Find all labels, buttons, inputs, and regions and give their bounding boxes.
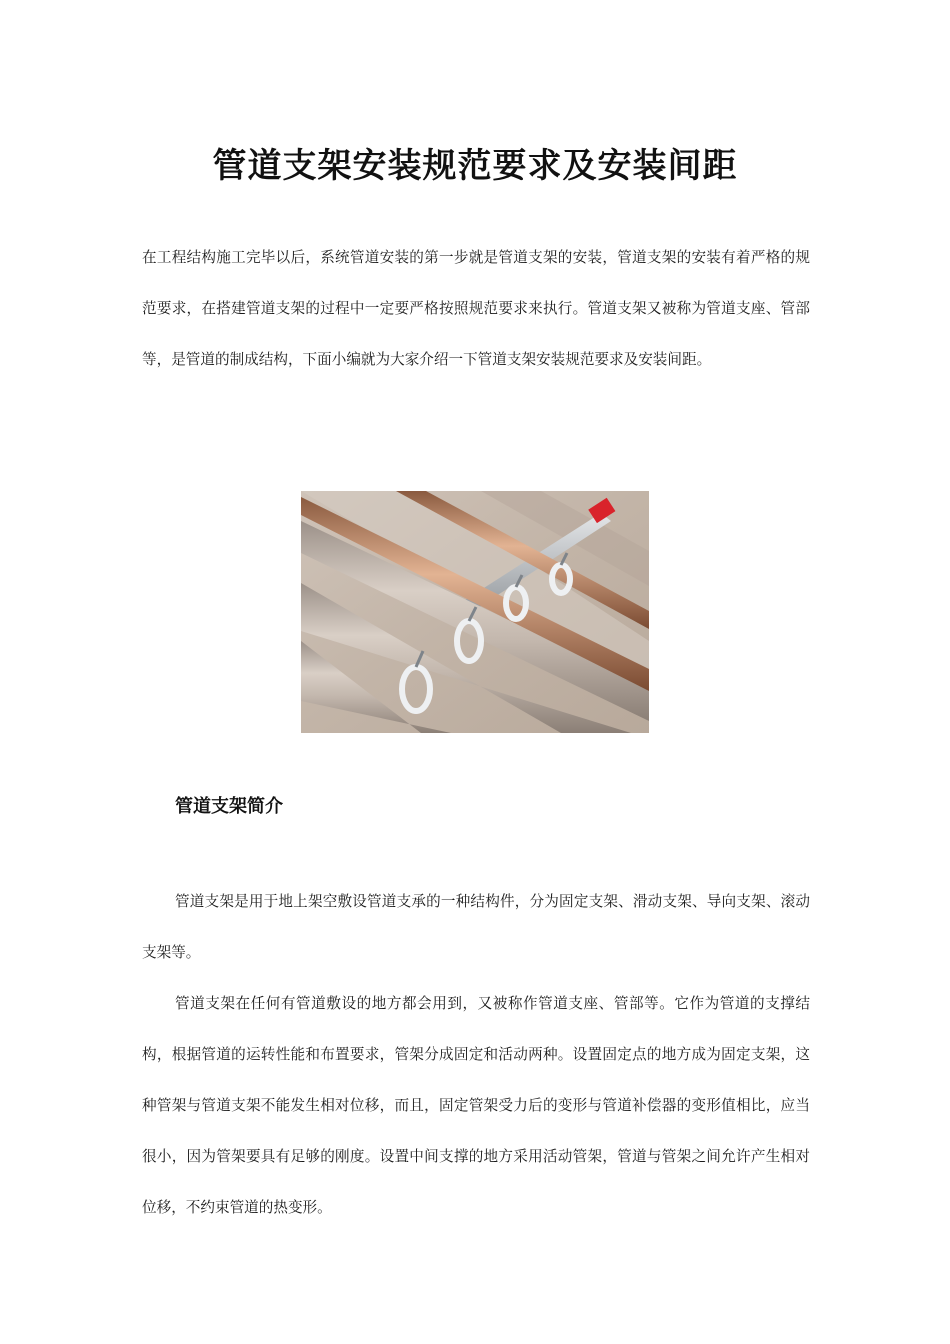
intro-paragraph: 在工程结构施工完毕以后，系统管道安装的第一步就是管道支架的安装，管道支架的安装有着严格的规范要求，在搭建管道支架的过程中一定要严格按照规范要求来执行。管道支架又被称为管道支座、管部等，是管道的制成结构，下面小编就为大家介绍一下管道支架安装规范要求及安装间距。 <box>142 249 810 368</box>
page-title: 管道支架安装规范要求及安装间距 <box>212 146 738 186</box>
body-paragraph: 管道支架是用于地上架空敷设管道支承的一种结构件，分为固定支架、滑动支架、导向支架、滚动支架等。 <box>142 893 810 961</box>
body-paragraph: 管道支架在任何有管道敷设的地方都会用到，又被称作管道支座、管部等。它作为管道的支撑结构，根据管道的运转性能和布置要求，管架分成固定和活动两种。设置固定点的地方成为固定支架，这种管架与管道支架不能发生相对位移，而且，固定管架受力后的变形与管道补偿器的变形值相比，应当很小，因为管架要具有足够的刚度。设置中间支撑的地方采用活动管架，管道与管架之间允许产生相对位移，不约束管道的热变形。 <box>142 995 810 1216</box>
section-heading: 管道支架简介 <box>175 796 283 817</box>
pipe-support-photo <box>301 491 649 733</box>
